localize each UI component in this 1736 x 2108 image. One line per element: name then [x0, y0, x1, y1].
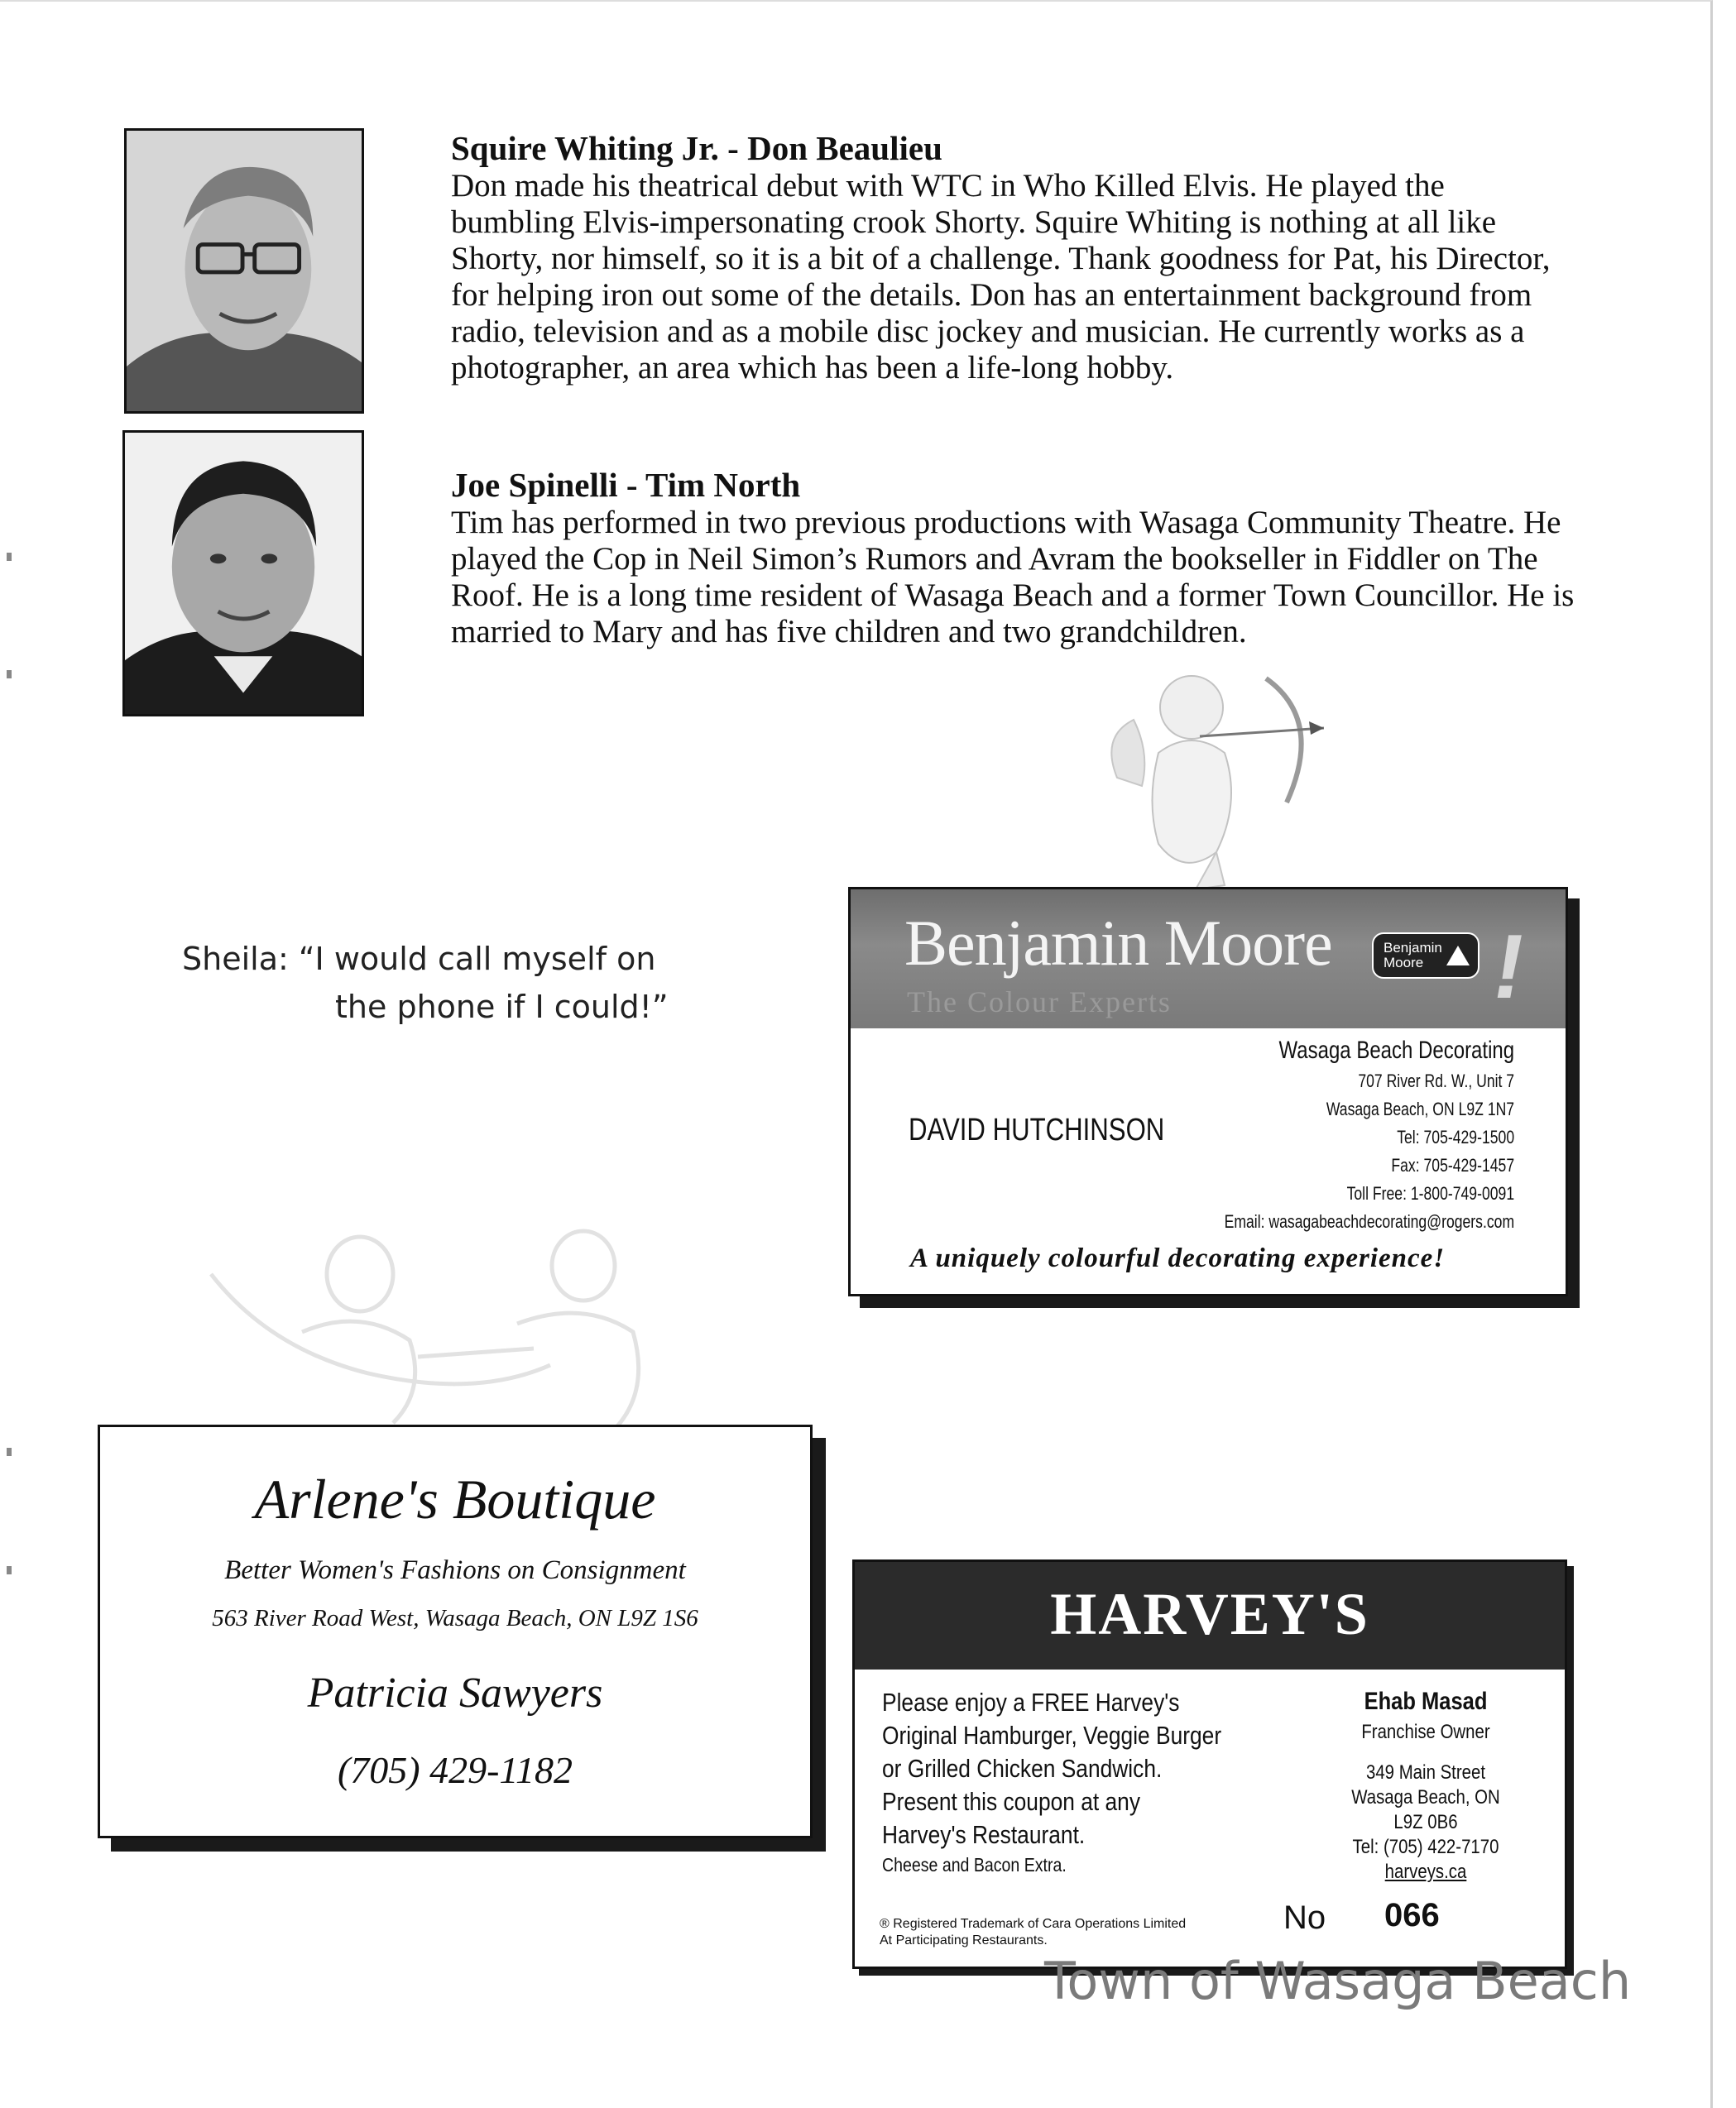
margin-mark	[7, 553, 12, 561]
offer-line: or Grilled Chicken Sandwich.	[882, 1754, 1163, 1783]
photo-don-beaulieu	[124, 128, 364, 414]
ad-header	[855, 1562, 1565, 1670]
legal-text	[880, 1916, 1186, 1949]
watermark: Town of Wasaga Beach	[1044, 1951, 1632, 2011]
brand-tagline: The Colour Experts	[907, 985, 1172, 1018]
offer-line: Present this coupon at any	[882, 1787, 1141, 1816]
ad-header	[851, 889, 1566, 1028]
legal-line: At Participating Restaurants.	[880, 1933, 1048, 1948]
quote-line: Sheila: “I would call myself on	[182, 941, 656, 977]
address-line: 349 Main Street	[1365, 1761, 1486, 1784]
address-line: 707 River Rd. W., Unit 7	[1358, 1071, 1514, 1091]
margin-mark	[7, 1448, 12, 1456]
coupon-offer	[882, 1686, 1296, 1878]
business-name: Wasaga Beach Decorating	[1278, 1037, 1514, 1064]
margin-mark	[7, 670, 12, 678]
bio-heading: Joe Spinelli - Tim North	[451, 466, 801, 504]
boutique-address: 563 River Road West, Wasaga Beach, ON L9Z 1S6	[212, 1605, 698, 1631]
harveys-coupon-ad	[852, 1559, 1567, 1969]
phone: Tel: 705-429-1500	[1397, 1127, 1514, 1147]
phone: Tel: (705) 422-7170	[1352, 1836, 1499, 1858]
margin-mark	[7, 1566, 12, 1574]
offer-note: Cheese and Bacon Extra.	[882, 1854, 1067, 1876]
couple-illustration	[203, 1224, 674, 1431]
brand-name: Benjamin Moore	[904, 907, 1332, 979]
owner-name: Ehab Masad	[1364, 1688, 1488, 1715]
bio-don-beaulieu	[451, 128, 1576, 386]
brand-name: HARVEY'S	[1050, 1581, 1369, 1647]
owner-info	[1302, 1686, 1550, 1885]
toll-free: Toll Free: 1-800-749-0091	[1346, 1183, 1514, 1204]
quote-line: the phone if I could!”	[335, 989, 669, 1025]
offer-line: Original Hamburger, Veggie Burger	[882, 1721, 1222, 1750]
logo-text: Benjamin	[1384, 940, 1442, 956]
address-line: Wasaga Beach, ON L9Z 1N7	[1326, 1099, 1514, 1119]
phone: (705) 429-1182	[337, 1749, 573, 1791]
exclamation-icon: !	[1485, 916, 1534, 1018]
cupid-illustration	[1101, 662, 1324, 894]
contact-name: DAVID HUTCHINSON	[909, 1113, 1165, 1147]
bio-heading: Squire Whiting Jr. - Don Beaulieu	[451, 129, 942, 167]
coupon-number: 066	[1384, 1897, 1440, 1933]
address-line: Wasaga Beach, ON	[1351, 1786, 1500, 1809]
contact-name: Patricia Sawyers	[307, 1670, 603, 1717]
boutique-name: Arlene's Boutique	[254, 1468, 656, 1531]
boutique-tagline: Better Women's Fashions on Consignment	[224, 1555, 686, 1585]
owner-title: Franchise Owner	[1361, 1721, 1490, 1743]
bio-text: Don made his theatrical debut with WTC in Who Killed Elvis. He played the bumbling Elvis-impersonating crook Shorty. Squire Whiting is nothing at all like Shorty, nor himself, so it is a bit of a challenge. Thank goodness for Pat, his Director, for helping iron out some of the details. Don has an entertainment background from radio, television and as a mobile disc jockey and musician. He currently works as a photographer, an area which has been a life-long hobby.	[451, 168, 1551, 386]
triangle-icon	[1446, 946, 1470, 965]
benjamin-moore-logo	[1372, 932, 1479, 979]
postal-code: L9Z 0B6	[1393, 1811, 1458, 1833]
ad-slogan: A uniquely colourful decorating experience!	[910, 1243, 1446, 1273]
offer-line: Harvey's Restaurant.	[882, 1820, 1086, 1849]
website-link[interactable]: harveys.ca	[1384, 1861, 1467, 1883]
contact-info	[1152, 1034, 1514, 1236]
bio-tim-north	[451, 465, 1576, 650]
legal-line: ® Registered Trademark of Cara Operations Limited	[880, 1917, 1187, 1931]
coupon-number-label: No	[1283, 1900, 1326, 1936]
offer-line: Please enjoy a FREE Harvey's	[882, 1688, 1180, 1717]
quote	[182, 935, 778, 1031]
arlenes-boutique-ad	[98, 1425, 813, 1838]
photo-tim-north	[122, 430, 364, 716]
email: Email: wasagabeachdecorating@rogers.com	[1224, 1211, 1514, 1232]
logo-text: Moore	[1384, 955, 1424, 970]
bio-text: Tim has performed in two previous productions with Wasaga Community Theatre. He played the Cop in Neil Simon’s Rumors and Avram the bookseller in Fiddler on The Roof. He is a long time resident of Wasaga Beach and a former Town Councillor. He is married to Mary and has five children and two grandchildren.	[451, 505, 1575, 649]
fax: Fax: 705-429-1457	[1391, 1155, 1514, 1176]
benjamin-moore-ad	[848, 887, 1568, 1296]
